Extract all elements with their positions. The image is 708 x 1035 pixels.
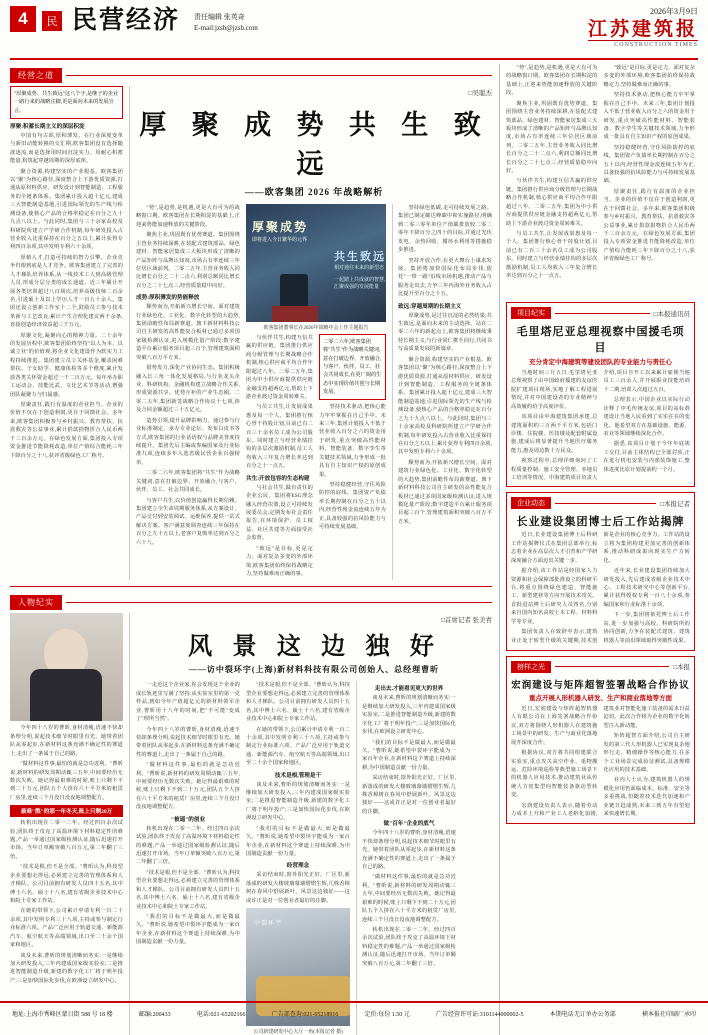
para: "我们的目标不是做最大,而是做最久。"曹昕说,她希望中裂环宇能成为一家百年企业,在新材料这个赛道上持续深耕,为中国制造贡献一份力量。 (362, 739, 456, 771)
para: "做材料这件事,最怕的就是急功近利。"曹昕说,新材料的研发周期动辄三五年,中间要经历无数次失败。她记得最艰难的时候,账上只剩下不到二十万元,团队五个人挤在六十平方米的租赁厂房里,连续三个月没日没夜地调整配方。 (10, 761, 123, 801)
footer-price: 定价:每份 1.50 元 (364, 1011, 410, 1018)
lead-pullquote: "厚聚成势、共生致远"这八个字,是继子的企业一路行来的战略注脚,更是面向未来的发展宣言。 (10, 86, 123, 119)
lead-right-block (129, 86, 492, 580)
lead-col-4 (392, 204, 492, 580)
para: 业内人士认为,建筑机器人的规模化应用仍面临成本、标准、安全等多重挑战,但随着技术迭代加速和产业链日趋成熟,未来三到五年有望迎来快速增长期。 (603, 777, 690, 818)
lead-col-3b (319, 334, 386, 580)
portrait-col-2 (136, 681, 240, 1035)
para: 坚持开放合作,在更大舞台上谋求发展。集团将加快国际化布局步伐,依托"一带一路"沿线市场机遇,推动产品与服务走出去,力争三年内海外业务收入占比提升至百分之十五。 (398, 257, 492, 298)
section-tag-qiyedongtai: 企业动态 (511, 497, 551, 509)
lead-headline: 厚 聚 成 势 共 生 致 远 (139, 110, 489, 180)
para: 据悉,该项目计划于今年年底竣工交付,目前主体结构已全部封顶,正在进行机电安装与内部装饰施工,整体进度比原计划提前约一个月。 (603, 441, 690, 473)
company-logo: 中裂环宇 (254, 921, 283, 928)
lead-col-1 (10, 86, 123, 580)
para: 根据协议,双方将共同组建联合实验室,重点攻关高空作业、重物搬运、危险环境巡检等典型施工场景下的机器人应用技术,推动建筑业从传统人力密集型向智能装备驱动型转变。 (511, 750, 598, 799)
divider (66, 602, 492, 603)
body-shape (30, 669, 102, 721)
para: 今年四十八岁的曹昕,身材清瘦,语速不快却条理分明,说起技术细节时眼里有光。她带着团队从零起步,在新材料这条充满不确定性的赛道上,走出了一条属于自己的路。 (10, 725, 123, 757)
para: 据介绍,该工作站是经国家人力资源和社会保障部批准设立的科研平台,将重点围绕绿色建造、智能施工、新型建材等方向开展技术攻关。首批进站博士后研究人员四名,分别来自国内知名高校土木工程、材料科学等专业。 (511, 568, 598, 625)
portrait-byline: □首席记者 张美青 (440, 617, 492, 625)
para: 谈及未来,曹昕的规划清晰而务实:一是继续加大研发投入,三年内建成国家级实验室;二是推进智能制造升级,新建的数字化工厂将于明年投产;三是加快国际化步伐,在欧洲设立研发中心。 (362, 695, 456, 736)
issue-date: 2026年3月9日 (650, 7, 698, 16)
para: 聚合资源,构建坚实的产业根基。欧客集团以"聚"为核心路径,深度整合上下游优质资源,打通从原材料供应、研发设计到智能制造、工程服务的全链条体系。集团累计投入超十亿元,建成三大智能制造基地,引进国际领先的生产线与检测设备,使核心产品的合格率稳定在百分之九十九点八以上。与此同时,集团与三十余家高校及科研院所建立产学研合作机制,每年研发投入占营业收入比重保持在百分之五以上,累计获得专利四百余项,其中发明专利六十余项。 (10, 168, 123, 251)
portrait-story (10, 586, 492, 1035)
sidebar-headline-3: 宏润建设与矩阵超智签署战略合作协议 (511, 680, 690, 691)
para: 坚持技术驱动,把核心能力牢牢掌握在自己手中。未来三年,集团计划投入不低于营业收入百分之六的资金用于研发,重点突破高性能材料、智能装备、数字孪生等关键技术领域,力争形成一批具有自主知识产权的原创成果。 (319, 404, 386, 478)
photo-slide-line3: 一起踏上共成就的智慧,汇聚成强的发展能量 (334, 278, 386, 290)
para: 厚聚成势,是过往沉淀的必然结果;共生致远,是面向未来的主动选择。站在二零二六年的新起点上,欧客集团将继续秉持长期主义,与行业同仁携手同行,共同书写高质量发展的新篇章。 (398, 312, 492, 353)
photo-slide-title2: 共生致远 (334, 251, 386, 263)
para: 与员工共生,让发展成果惠及每一个人。集团推行核心骨干持股计划,目前已有二百三十余名员工成为公司股东。同时建立与经营业绩挂钩的多层次激励机制,员工人均收入三年复合增长率达到百分之十一点五。 (246, 404, 313, 470)
footer-note: 本期电话无订单办公务部 (549, 1011, 616, 1018)
lead-story (10, 68, 492, 580)
portrait-section-head (10, 595, 492, 610)
para: 一走近这个企业家,你会发现这个企业的成长轨迹里写满了坚持:从实验室里的第一克样品,到如今年产值超亿元的新材料领军企业,曹昕用十八年的时间,把"不可能"变成了"理所当然"。 (136, 682, 240, 723)
section-tag-jingyingzhidao: 经营之道 (10, 68, 62, 83)
para: "做材料这件事,最怕的就是急功近利。"曹昕说,新材料的研发周期动辄三五年,中间要经历无数次失败。她记得最艰难的时候,账上只剩下不到二十万元,团队五个人挤在六十平方米的租赁厂房里,连续三个月没日没夜地调整配方。 (136, 762, 240, 811)
para: 与伙伴共生,构建互信共赢的供应链。集团推行供应商分级管理与长期战略合作机制,核心供应商平均合作年限超过八年。二零二五年,集团为中小供应商提供供应链金融支持超两亿元,帮助上下游企业渡过资金周转难关。 (246, 335, 313, 400)
para: 转机出现在二零一二年。经过四百余次试验,团队终于攻克了高温环境下材料稳定性的难题,产品一举通过国家级检测认证,随后迅速打开市场。当年订单额突破八百万元,第二年翻了三倍。 (136, 825, 240, 866)
portrait-sub-1: "被逼"的创业 (170, 816, 206, 823)
para: 转机出现在二零一二年。经过四百余次试验,团队终于攻克了高温环境下材料稳定性的难题,产品一举通过国家级检测认证,随后迅速打开市场。当年订单额突破八百万元,第二年翻了三倍。 (362, 926, 456, 967)
lead-col-3 (246, 204, 386, 580)
para: 集团负责人在致辞中表示,建筑业正处于转型升级的关键期,技术创新是企业的核心竞争力。工作站的设立将为集团构建更加完善的创新体系,推动科研成果向现实生产力转化。 (511, 532, 690, 644)
masthead (10, 6, 698, 60)
para: "我们的目标不是做最大,而是做最久。"曹昕说,她希望中裂环宇能成为一家百年企业,在新材料这个赛道上持续深耕,为中国制造贡献一份力量。 (136, 913, 240, 946)
para: "技术是根,但不是全部。"曹昕认为,科技型企业要想走得远,必须建立完善的管理体系和人才梯队。公司目前拥有研发人员四十五名,其中博士六名、硕士十八名,建有省级企业技术中心和院士专家工作站。 (246, 682, 350, 723)
para: 视察过程中,总理详细询问了工程质量控制、施工安全管理、本地员工培训等情况。中海建筑项目负责人介绍,项目自开工以来累计雇佣当地员工三百余人,并开展职业技能培训十二期,培训人次超过五百。 (511, 370, 690, 482)
para: "做材料这件事,最怕的就是急功近利。"曹昕说,新材料的研发周期动辄三五年,中间要经历无数次失败。她记得最艰难的时候,账上只剩下不到二十万元,团队五个人挤在六十平方米的租赁厂房里,连续三个月没日没夜地调整配方。 (362, 874, 456, 923)
para: 今年四十八岁的曹昕,身材清瘦,语速不快却条理分明,说起技术细节时眼里有光。她带着团队从零起步,在新材料这条充满不确定性的赛道上,走出了一条属于自己的路。 (136, 726, 240, 758)
masthead-left (10, 6, 180, 32)
para: 近日,宏润建设与矩阵超智机器人有限公司在上海签署战略合作协议,双方将围绕人形机器人在建筑施工场景中的研发、生产与商业化落地展开深度合作。 (511, 705, 598, 746)
portrait-main (129, 613, 492, 1035)
lead-sub-3: 共生:开放包容的生态构建 (246, 475, 310, 482)
para: "致远"是目标,更是定力。面对复杂多变的外部环境,欧客集团始终保持战略定力,坚持做难而正确的事。 (246, 545, 313, 577)
para: 谈及未来,曹昕的规划清晰而务实:一是继续加大研发投入,三年内建成国家级实验室;二是推进智能制造升级,新建的数字化工厂将于明年投产;三是加快国际化步伐,在欧洲设立研发中心。 (246, 781, 350, 822)
editor-line: 责任编辑 张英奇 (194, 13, 245, 21)
sidebar-byline-3: □本报 (673, 664, 690, 672)
lead-photo (246, 204, 386, 322)
masthead-right (588, 6, 698, 48)
para: 二零二六年,欧客集团将"共生"作为战略关键词,意在打破边界、开放融合,与客户、伙伴、员工、社会共同成长。 (136, 470, 240, 494)
para: 与员工共生,让发展成果惠及每一个人。集团推行核心骨干持股计划,目前已有二百三十余名员工成为公司股东。同时建立与经营业绩挂钩的多层次激励机制,员工人均收入三年复合增长率达到百分之十一点五。 (506, 231, 598, 280)
sidebar-headline-1: 毛里塔尼亚总理视察中国援毛项目 (516, 326, 685, 354)
sidebar-article-2 (506, 492, 695, 650)
para: "致远"是目标,更是定力。面对复杂多变的外部环境,欧客集团始终保持战略定力,坚持做难而正确的事。 (603, 65, 695, 88)
divider (555, 666, 669, 667)
para: 坚持稳健经营,守住风险防控的底线。集团资产负债率长期控制在百分之五十以内,经营性现金流连续五年为正,具备较强的抗风险能力与可持续发展基础。 (603, 144, 695, 185)
para: 近日,长业建设集团博士后科研工作站揭牌仪式在集团总部举行,标志着企业在高层次人才引育和产学研深度融合方面迈出关键一步。 (511, 532, 598, 564)
para: 与社会共生,做有责任的企业公民。集团将ESG理念融入经营决策,设立可持续发展委员会,定期发布社会责任报告,在环境保护、员工权益、社区共建等方面接受社会监督。 (246, 484, 313, 542)
paper-name-en: CONSTRUCTION TIMES (588, 40, 698, 48)
para: 中国有句古训,厚积薄发。在行业深度变革与新旧动能转换的交汇期,欧客集团没有选择随波逐流,而是选择用时间沉淀实力、用耐心积蓄能量,构筑起穿越周期的深厚底座。 (10, 132, 123, 165)
page-number: 4 (10, 6, 36, 32)
para: 厚聚责任,践行有温度的企业担当。企业的价值不仅在于创造利润,更在于回馈社会。多年来,欧客集团积极参与乡村振兴、教育帮扶、抗震救灾等公益事业,累计捐款捐物折合人民币两千三百余万元。在绿色发展方面,集团投入专项资金推进节能降耗改造,单位产值综合能耗三年下降百分之十八,获评省级绿色工厂称号。 (10, 402, 123, 459)
para: "我们的目标不是做最大,而是做最久。"曹昕说,她希望中裂环宇能成为一家百年企业,在新材料这个赛道上持续深耕,为中国制造贡献一份力量。 (246, 825, 350, 857)
lead-col-3a (246, 334, 313, 580)
para: 当地时间三月五日,毛里塔尼亚总理视察了由中国政府援建的友谊医院扩建项目现场,实地了解工程进展情况,并对中国建设者的专业精神与高效履约给予高度评价。 (511, 370, 598, 410)
portrait-sub-6: 做"百年"企业的底气 (383, 821, 435, 828)
portrait-col-4 (356, 681, 456, 1035)
section-tag-renwujishi: 人物纪实 (10, 595, 62, 610)
para: 该项目由中海建筑集团承建,总建筑面积约三万两千平方米,包括门诊楼、住院楼、医技楼及配套附属设施,建成后将显著提升当地医疗服务能力,惠及周边数十万民众。 (511, 414, 598, 454)
lead-section-head (10, 68, 492, 83)
para: "势",是趋势,是机遇,更是大有可为的战略窗口期。欧客集团在长期积淀的基础上,正迎来势能加速释放的关键阶段。 (136, 205, 240, 228)
para: 与伙伴共生,构建互信共赢的供应链。集团推行供应商分级管理与长期战略合作机制,核心供应商平均合作年限超过八年。二零二五年,集团为中小供应商提供供应链金融支持超两亿元,帮助上下游企业渡过资金周转难关。 (506, 178, 598, 227)
photo-slide-line1: 即将进入今日繁华的元界 (252, 238, 308, 243)
sidebar-article-3 (506, 656, 695, 824)
para: "技术是根,但不是全部。"曹昕认为,科技型企业要想走得远,必须建立完善的管理体系和人才梯队。公司目前拥有研发人员四十五名,其中博士六名、硕士十八名,建有省级企业技术中心和院士专家工作站。 (136, 869, 240, 910)
sidebar-article-1 (506, 302, 695, 487)
para: 谈及未来,曹昕的规划清晰而务实:一是继续加大研发投入,三年内建成国家级实验室;二是推进智能制造升级,新建的数字化工厂将于明年投产;三是加快国际化步伐,在欧洲设立研发中心。 (10, 952, 123, 984)
portrait-subheadline: ——访中裂环宇(上海)新材料科技有限公司创始人、总经理曹昕 (188, 665, 440, 675)
divider (555, 313, 650, 314)
lead-photo-caption: 欧客集团董事长在2026年战略年会上作主题报告 (263, 326, 369, 331)
footer-postcode: 邮编:200433 (138, 1011, 171, 1018)
para: "技术是根,但不是全部。"曹昕认为,科技型企业要想走得远,必须建立完善的管理体系和人才梯队。公司目前拥有研发人员四十五名,其中博士六名、硕士十八名,建有省级企业技术中心和院士专家工作站。 (10, 864, 123, 904)
para: 近年来,长业建设集团持续加大研发投入,先后建成省级企业技术中心、工程技术研究中心等创新平台,累计获得授权专利一百八十余项,参编国家和行业标准十余项。 (603, 568, 690, 608)
para: 厚植人才,打造可持续的智力引擎。企业竞争归根到底是人才竞争。欧客集团建立了完善的人才梯队培养体系,从一线技术工人到高级管理人员,形成分层分类的成长通道。近三年累计开展各类培训超过八百场次,培养高级技师二百余名,引进硕士及以上学历人才一百五十余人。集团还设立创新工作室十二个,鼓励员工参与技术革新与工艺改良,累计产生合理化建议两千余条,直接创造经济效益超三千万元。 (10, 254, 123, 329)
para: 聚焦主业,巩固既有优势赛道。集团围绕主营业务持续深耕,在装配式建筑部品、绿色建材、智能家居集成三大板块形成了清晰的产品矩阵与品牌认知度,市场占有率连续三年位居区域前列。二零二五年,主营业务收入同比增长百分之二十二点六,利润总额同比增长百分之二十七点三,经营质量稳中向好。 (136, 232, 240, 289)
podium (272, 306, 318, 322)
divider (555, 503, 656, 504)
portrait-col-3 (246, 681, 350, 1035)
footer-printer: 横本报社印刷厂承印 (641, 1011, 696, 1018)
para: 与客户共生,以价值创造赢得长期信赖。集团建立全生命周期服务体系,从方案设计、产品交付到安装调试、运维保养,提供一站式解决方案。客户满意度调查连续三年保持在百分之九十五以上,老客户复购率达到百分之六十八。 (136, 497, 240, 546)
section-title: 民营经济 (72, 4, 181, 34)
lead-sub-2: 成势:厚积薄发的势能释放 (136, 295, 200, 302)
portrait-sub-5: 经营理念 (286, 863, 310, 870)
para: 下一步,集团将依托博士后工作站,进一步加强与高校、科研院所的协同创新,力争在装配式建筑、建筑机器人等前沿领域取得突破性成果。 (603, 612, 690, 644)
para: 在她的带领下,公司累计申请专利一百二十余项,其中发明专利三十八项,主持或参与制定行业标准六项。产品广泛应用于轨道交通、新能源汽车、航空航天等高端领域,出口至二十余个国家和地区。 (246, 726, 350, 767)
lead-paras-1 (10, 132, 123, 460)
para: 采访结束时,窗外阳光正好。厂区里,新落成的研发大楼玻璃幕墙熠熠生辉,几株香樟树在春风中舒展新叶。风景这边独好——这或许正是对一位创业者最好的注脚。 (362, 775, 456, 815)
email-line: E-mail:jzsb@jzsb.com (194, 23, 258, 32)
section-tag-bangyangzhiguang: 榜样之光 (511, 661, 551, 673)
sidebar-byline-2: □本报记者 (660, 500, 690, 508)
divider (66, 75, 492, 76)
lead-boxquote: 二零二六年,欧客集团将"共生"作为战略关键词,意在打破边界、开放融合,与客户、伙伴、员工、社会共同成长,在更广阔的生态中实现价值共创与长期发展。 (319, 334, 386, 400)
para: 在她的带领下,公司累计申请专利一百二十余项,其中发明专利三十八项,主持或参与制定行业标准六项。产品广泛应用于轨道交通、新能源汽车、航空航天等高端领域,出口至二十余个国家和地区。 (10, 908, 123, 949)
para: 厚聚文化,凝聚向心的精神力量。二十余年的发展历程中,欧客集团始终坚持"以人为本、以诚立业"的价值观,将企业文化建设作为软实力工程持续推进。集团建立员工关怀基金,覆盖困难帮扶、子女助学、健康体检等多个维度,累计发放各类关怀资金超过一千二百万元。每年举办职工运动会、技能比武、文化艺术节等活动,增强团队凝聚力与归属感。 (10, 332, 123, 398)
sidebar-subhead-3: 重点开展人形机器人研发、生产和商业落地等方面 (529, 694, 672, 702)
para: 聚焦主业,巩固既有优势赛道。集团围绕主营业务持续深耕,在装配式建筑部品、绿色建材、智能家居集成三大板块形成了清晰的产品矩阵与品牌认知度,市场占有率连续三年位居区域前列。二零二五年,主营业务收入同比增长百分之二十二点六,利润总额同比增长百分之二十七点三,经营质量稳中向好。 (506, 100, 598, 175)
footer-ad-phone: 广告部查询:021-65218916 (271, 1011, 339, 1018)
portrait-sub-4: 走出去,才能看见更大的世界 (374, 686, 444, 693)
para: 顺势而为,开拓新兴增长空间。面对建筑行业绿色化、工业化、数字化转型的大趋势,集团前瞻性布局新赛道。旗下新材料科技公司自主研发的高性能复合板材已通过多项国家级检测认证,进入规模化量产阶段;数字建造平台累计服务项目超三百个,管理建筑面积突破八百万平方米。 (136, 304, 240, 361)
para: 坚持绿色低碳,走可持续发展之路。集团已制定碳达峰碳中和实施路径,明确到二零三零年单位产值碳排放较二零二零年下降百分之四十的目标,并通过光伏发电、余热回收、循环水利用等措施稳步推进。 (398, 205, 492, 254)
lead-byline: □吴聪杰 (468, 90, 492, 97)
sidebar-headline-2: 长业建设集团博士后工作站揭牌 (516, 516, 685, 529)
para: 矩阵超智方面介绍,公司自主研发的第三代人形机器人已实现复杂地形行走、精细操作等核心能力,在多个工业场景完成验证测试,具备规模化应用的技术基础。 (603, 733, 690, 773)
para: 今年四十八岁的曹昕,身材清瘦,语速不快却条理分明,说起技术细节时眼里有光。她带着团队从零起步,在新材料这条充满不确定性的赛道上,走出了一条属于自己的路。 (362, 830, 456, 870)
para: 借势发力,深化产业协同生态。集团积极融入长三角一体化发展格局,与行业龙头企业、科研机构、金融机构建立战略合作关系,形成资源共享、优势互补的产业生态圈。二零二五年,集团新签战略合作协议十七项,涉及合同金额超过三十五亿元。 (136, 365, 240, 414)
portrait-photo (10, 613, 123, 721)
seal-icon: 民 (42, 11, 62, 31)
lead-subheadline: ——欧客集团 2026 年战略解析 (244, 187, 384, 197)
photo-slide-title: 厚聚成势 (252, 220, 309, 234)
page-footer (0, 1001, 708, 1023)
lead-sub-4: 致远:穿越周期的长期主义 (398, 303, 462, 310)
masthead-credits (194, 12, 258, 33)
para: 总理表示,中国企业以实际行动诠释了中毛传统友谊,项目的高标准建设让当地人民看到了实实在在的变化。他希望双方在基础设施、能源、农业等领域继续深化合作。 (603, 397, 690, 437)
portrait-headline: 风 景 这 边 独 好 (188, 631, 440, 661)
lead-col-2 (136, 204, 240, 580)
para: 厚聚责任,践行有温度的企业担当。企业的价值不仅在于创造利润,更在于回馈社会。多年来,欧客集团积极参与乡村振兴、教育帮扶、抗震救灾等公益事业,累计捐款捐物折合人民币两千三百余万元。在绿色发展方面,集团投入专项资金推进节能降耗改造,单位产值综合能耗三年下降百分之十八,获评省级绿色工厂称号。 (603, 188, 695, 263)
portrait-sub-3: 技术是根,管理是干 (274, 772, 322, 779)
footer-license: 广告经营许可证:3101144000002-5 (436, 1011, 524, 1018)
paper-name: 江苏建筑报 (587, 18, 698, 40)
footer-address: 地址:上海市秀峰区蒙日街 588 号 18 楼 (12, 1011, 113, 1018)
footer-phone: 电话:021-65202166 (196, 1011, 246, 1018)
sidebar-byline-1: □本报通讯员 (653, 310, 690, 318)
portrait-col-1 (10, 613, 123, 1035)
main-content (10, 64, 492, 1035)
para: 造势引领,提升品牌影响力。通过参与行业标准制定、承办专业论坛、发布白皮书等方式,欧客集团的行业话语权与品牌美誉度持续提升。集团先后主编或参编国家及行业标准九项,连续多年入选省级民营企业百强榜单。 (136, 417, 240, 466)
para: 采访结束时,窗外阳光正好。厂区里,新落成的研发大楼玻璃幕墙熠熠生辉,几株香樟树在春风中舒展新叶。风景这边独好——这或许正是对一位创业者最好的注脚。 (246, 872, 350, 904)
para: "势",是趋势,是机遇,更是大有可为的战略窗口期。欧客集团在长期积淀的基础上,正迎来势能加速释放的关键阶段。 (506, 65, 598, 97)
section-tag-xiangmujishi: 项目纪实 (511, 307, 551, 319)
sidebar-continuation (506, 64, 695, 302)
sidebar-subhead-1: 充分肯定中海建筑等建设团队的专业能力与责任心 (529, 359, 672, 366)
para: 坚持稳健经营,守住风险防控的底线。集团资产负债率长期控制在百分之五十以内,经营性现金流连续五年为正,具备较强的抗风险能力与可持续发展基础。 (319, 481, 386, 531)
para: 转机出现在二零一二年。经过四百余次试验,团队终于攻克了高温环境下材料稳定性的难题,产品一举通过国家级检测认证,随后迅速打开市场。当年订单额突破八百万元,第二年翻了三倍。 (10, 820, 123, 860)
para: 坚持技术驱动,把核心能力牢牢掌握在自己手中。未来三年,集团计划投入不低于营业收入百分之六的资金用于研发,重点突破高性能材料、智能装备、数字孪生等关键技术领域,力争形成一批具有自主知识产权的原创成果。 (603, 92, 695, 141)
lead-sub-1: 厚聚:积蓄长期主义的深层积淀 (10, 123, 85, 130)
para: 聚合资源,构建坚实的产业根基。欧客集团以"聚"为核心路径,深度整合上下游优质资源,打通从原材料供应、研发设计到智能制造、工程服务的全链条体系。集团累计投入超十亿元,建成三大智能制造基地,引进国际领先的生产线与检测设备,使核心产品的合格率稳定在百分之九十九点八以上。与此同时,集团与三十余家高校及科研院所建立产学研合作机制,每年研发投入占营业收入比重保持在百分之五以上,累计获得专利四百余项,其中发明专利六十余项。 (398, 356, 492, 456)
para: 宏润建设负责人表示,随着劳动力成本上升和产业工人老龄化加剧,建筑业对智能化施工装备的需求日益迫切。此次合作将为企业的数字化转型注入新动能。 (511, 705, 690, 818)
photo-slide-line2: 相对通往未来的新型态 (334, 266, 385, 271)
sidebar (499, 64, 695, 1035)
portrait-sub-2: 最难"熬"的那一年冬天,账上只剩20万 (10, 805, 123, 817)
portrait-photo-caption: 公司新建研发中心大厅一角(本报记者 摄) (253, 1030, 343, 1035)
para: 顺势而为,开拓新兴增长空间。面对建筑行业绿色化、工业化、数字化转型的大趋势,集团前瞻性布局新赛道。旗下新材料科技公司自主研发的高性能复合板材已通过多项国家级检测认证,进入规模化量产阶段;数字建造平台累计服务项目超三百个,管理建筑面积突破八百万平方米。 (398, 459, 492, 525)
